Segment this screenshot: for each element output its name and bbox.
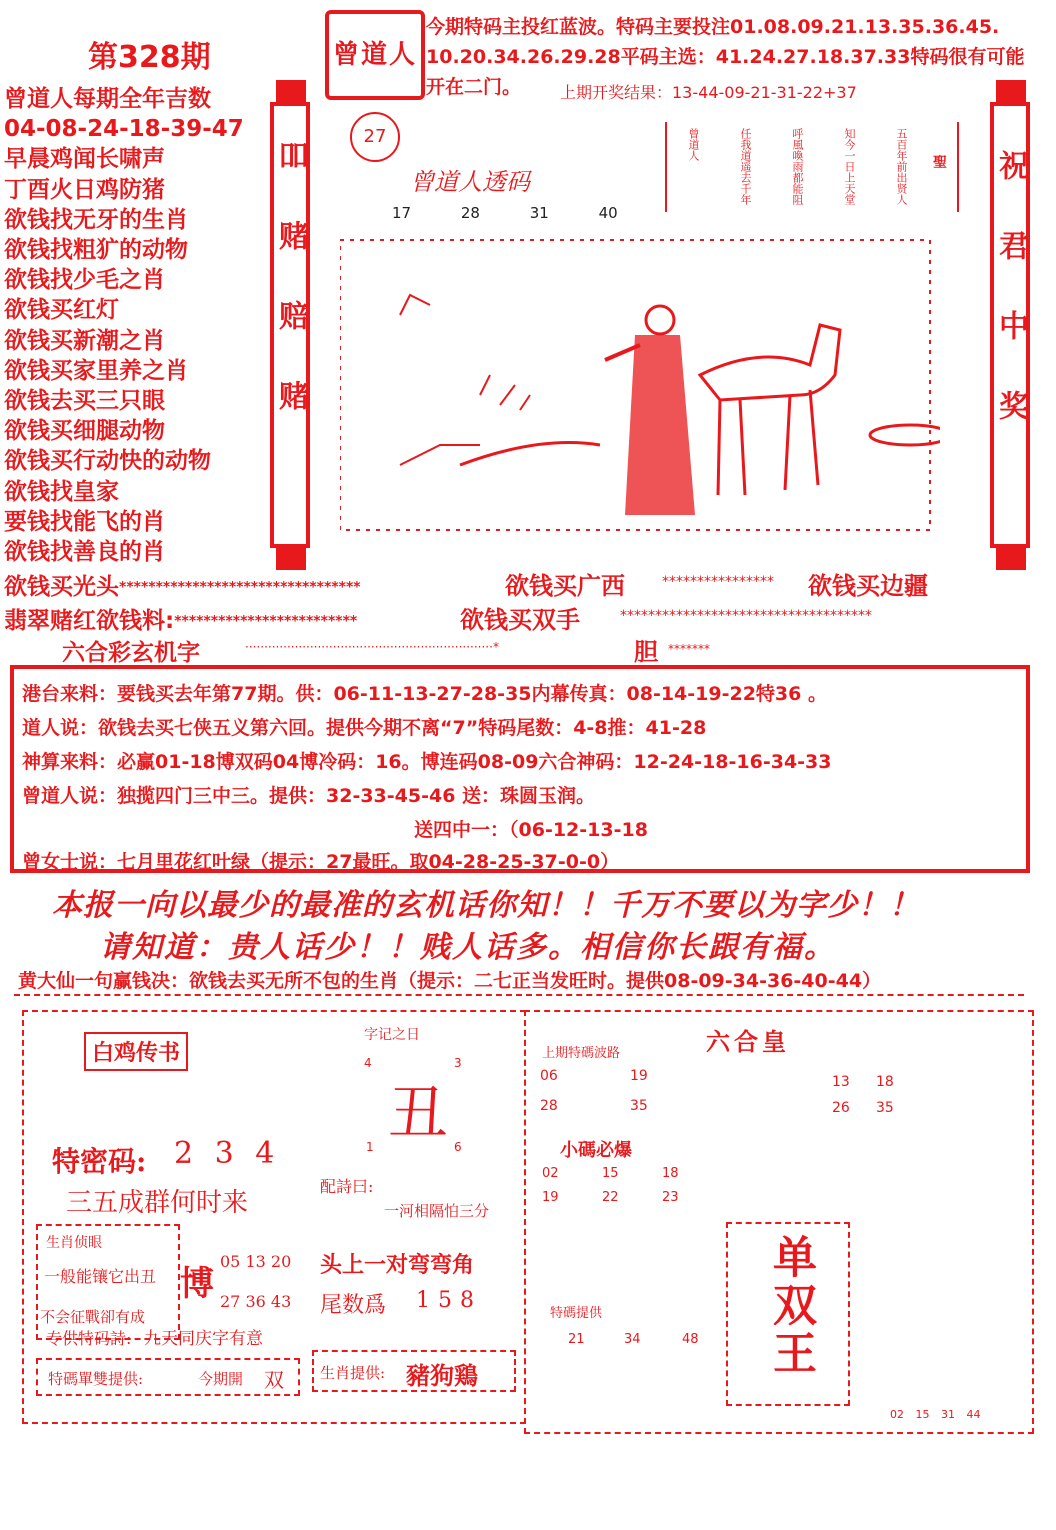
info-line: 曾女士说：七月里花红叶绿（提示：27最旺。取04-28-25-37-0-0） <box>22 851 620 873</box>
danshuang-box: 单双王 <box>726 1222 850 1406</box>
last-wave-label: 上期特碼波路 <box>542 1046 621 1061</box>
poem-col: 任我道遥去千年 <box>739 128 752 205</box>
scroll-left-text: 吅赌赔赌 <box>273 140 308 460</box>
left-line: 要钱找能飞的肖 <box>4 508 165 535</box>
star-row-3-dots: ·································································* <box>245 640 499 654</box>
scroll-right-text: 祝君中奖 <box>993 150 1028 470</box>
bottom-nums: 02 15 31 44 <box>890 1408 981 1421</box>
seal-logo <box>325 10 425 100</box>
last-result: 上期开奖结果：13-44-09-21-31-22+37 <box>560 83 857 102</box>
left-line: 欲钱买红灯 <box>4 297 119 324</box>
panel-title: 白鸡传书 <box>84 1032 188 1071</box>
left-line: 欲钱找无牙的生肖 <box>4 206 188 233</box>
poem-box <box>665 122 959 212</box>
illustration-numbers: 17 28 31 40 <box>392 204 618 222</box>
issue-number: 第328期 <box>88 40 211 75</box>
tail-label: 尾数爲 <box>320 1293 387 1318</box>
left-line: 欲钱找少毛之肖 <box>4 267 165 294</box>
star-row-1-stars: **************** <box>662 574 774 590</box>
huang-underline <box>14 994 1024 996</box>
left-line: 曾道人每期全年吉数 <box>4 86 211 112</box>
info-line: 港台来料：要钱买去年第77期。供：06-11-13-27-28-35内幕传真：08-14-19-22特36 。 <box>22 683 827 705</box>
left-line: 欲钱买家里养之肖 <box>4 357 188 384</box>
left-line: 早晨鸡闻长啸声 <box>4 146 165 173</box>
left-line: 欲钱买细腿动物 <box>4 418 165 445</box>
header-line-2: 10.20.34.26.29.28平码主选：41.24.27.18.37.33特码很有可能 <box>426 46 1025 68</box>
bottom-right-panel: 六合皇 上期特碼波路 06 19 28 35 13 18 26 35 小碼必爆 02 15 18 19 22 23 单双王 特碼提供 21 34 48 02 15 31 44 <box>524 1010 1034 1434</box>
dan-box: 特碼單雙提供: 今期開 双 <box>36 1358 300 1396</box>
left-column <box>4 84 244 567</box>
star-row-2: 翡翠赌红欲钱料:************************* <box>4 608 358 634</box>
left-line: 丁酉火日鸡防猪 <box>4 176 165 203</box>
pair-text: 一河相隔怕三分 <box>384 1202 490 1220</box>
poem-col: 曾道人 <box>687 128 700 161</box>
info-line: 神算来料：必赢01-18博双码04博冷码：16。博连码08-09六合神码：12-24-18-16-34-33 <box>22 751 832 773</box>
info-line: 道人说：欲钱去买七侠五义第六回。提供今期不离“7”特码尾数：4-8推：41-28 <box>22 717 707 739</box>
poem-label: 专供特码詩: <box>46 1329 132 1348</box>
pair-label: 配詩曰: <box>320 1177 374 1196</box>
poem-col: 五百年前出贤人 <box>895 128 908 205</box>
bottom-left-panel <box>22 1010 526 1424</box>
slogan-line-1: 本报一向以最少的最准的玄机话你知！！千万不要以为字少！！ <box>52 888 920 923</box>
info-line: 曾道人说：独揽四门三中三。提供：32-33-45-46 送：珠圆玉润。 <box>22 785 596 807</box>
scroll-right <box>990 80 1034 570</box>
header-line-3: 开在二门。 <box>426 76 522 98</box>
corner-number: 27 <box>350 112 400 162</box>
horn-line: 头上一对弯弯角 <box>320 1253 475 1278</box>
star-row-3-mid: 胆 <box>634 638 658 666</box>
illustration-title: 曾道人透码 <box>410 168 530 196</box>
star-row-1-right: 欲钱买边疆 <box>808 572 928 600</box>
poem-line: 三五成群何时来 <box>66 1188 249 1218</box>
ping-label: 特碼提供 <box>550 1306 603 1321</box>
star-row-3-left: 六合彩玄机字 <box>62 640 200 666</box>
nums-row-1: 05 13 20 <box>220 1252 292 1271</box>
seal-logo-text: 曾道人 <box>332 40 417 70</box>
poem2: 九天同庆字有意 <box>144 1329 263 1349</box>
small-code-label: 小碼必爆 <box>560 1140 632 1161</box>
zodiac-box: 生肖提供: 豬狗鶏 <box>312 1350 516 1392</box>
left-line: 欲钱找粗犷的动物 <box>4 237 188 264</box>
star-row-2-stars: ************************************ <box>620 608 872 624</box>
star-row-3-stars: ******* <box>668 642 710 656</box>
left-line: 欲钱买新潮之肖 <box>4 327 165 354</box>
left-line: 欲钱找皇家 <box>4 478 119 505</box>
slogan-line-2: 请知道：贵人话少！！贱人话多。相信你长跟有福。 <box>100 930 836 965</box>
sage-and-horse-drawing <box>340 235 940 535</box>
info-box <box>10 665 1030 873</box>
special-code-nums: 2 3 4 <box>174 1136 281 1171</box>
bo-char: 博 <box>180 1264 214 1304</box>
left-line: 欲钱买行动快的动物 <box>4 448 211 475</box>
poem-col: 呼風喚雨都能阻 <box>791 128 804 205</box>
left-line: 欲钱去买三只眼 <box>4 388 165 415</box>
left-line: 欲钱找善良的肖 <box>4 539 165 566</box>
poem-col: 知今一日上天堂 <box>843 128 856 205</box>
poem-seal: 聖 <box>933 155 947 171</box>
special-code-label: 特密码: <box>52 1145 147 1178</box>
info-line: 送四中一：（06-12-13-18 <box>414 819 648 841</box>
star-row-1: 欲钱买光头********************************* <box>4 574 361 600</box>
header-line-1: 今期特码主投红蓝波。特码主要投注01.08.09.21.13.35.36.45. <box>426 16 1000 38</box>
left-line: 04-08-24-18-39-47 <box>4 116 244 143</box>
tail-nums: 158 <box>416 1288 482 1313</box>
illustration-panel <box>330 100 975 540</box>
zodiac-hint-box: 生肖侦眼 一般能镶它出丑 不会征戰卻有成 <box>36 1224 180 1340</box>
star-row-1-mid: 欲钱买广西 <box>505 572 625 600</box>
star-row-2-mid: 欲钱买双手 <box>460 606 580 634</box>
nums-row-2: 27 36 43 <box>220 1292 292 1311</box>
scroll-left <box>270 80 314 570</box>
char-box: 字记之日 4 3 丑 1 6 <box>364 1027 462 1154</box>
huang-line: 黄大仙一句赢钱决：欲钱去买无所不包的生肖（提示：二七正当发旺时。提供08-09-34-36-40-44） <box>18 970 882 992</box>
liuhe-title: 六合皇 <box>706 1027 790 1056</box>
